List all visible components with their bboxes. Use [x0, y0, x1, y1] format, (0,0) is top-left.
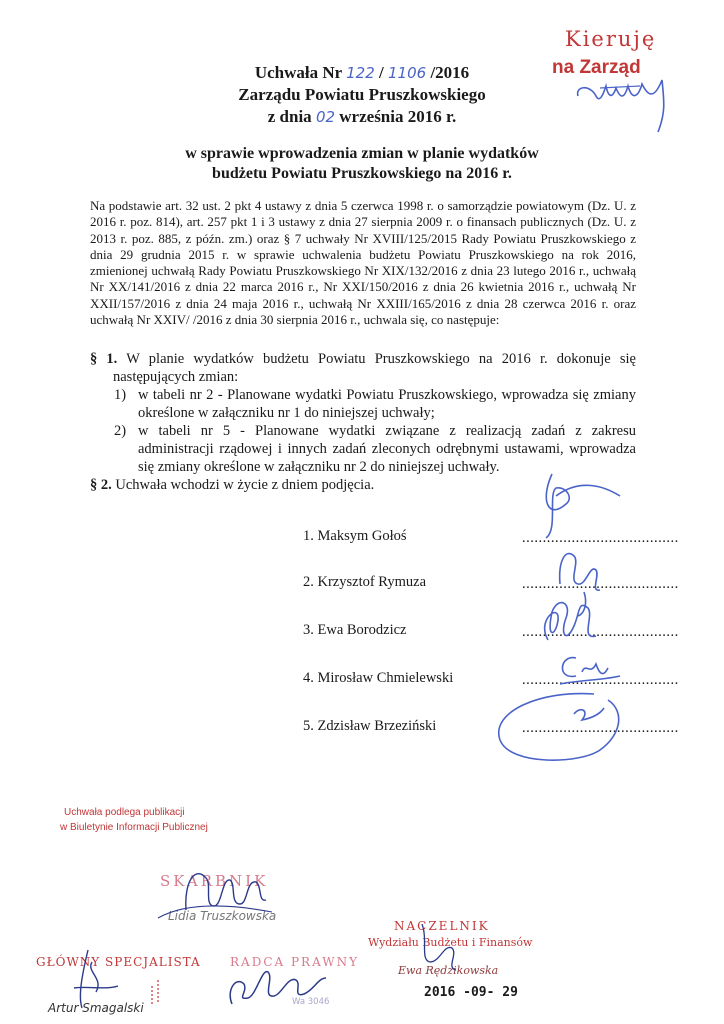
resolution-date-suffix: września 2016 r. — [339, 107, 457, 126]
signature-line: ...................................... — [522, 530, 679, 546]
signature-golos — [546, 474, 620, 538]
svg-text:w Biuletynie Informacji Public: w Biuletynie Informacji Publicznej — [60, 822, 208, 833]
svg-text:Kieruję: Kieruję — [565, 27, 657, 51]
section-2-mark: § 2. — [90, 477, 112, 493]
signature-chmielewski — [560, 658, 620, 684]
resolution-number-separator: / — [379, 63, 384, 82]
list-item-number: 1) — [114, 387, 127, 403]
resolution-number-prefix: Uchwała Nr — [254, 63, 342, 82]
legal-basis-paragraph: Na podstawie art. 32 ust. 2 pkt 4 ustawy z dnia 5 czerwca 1998 r. o samorządzie powiatowym (Dz. U. z 2016 r. poz. 814), art. 257 pkt 1 i 3 ustawy z dnia 27 sierpnia 2009 r. o finansach publicznych (Dz. U. z 2013 r. poz. 885, z późn. zm.) oraz § 7 uchwały Nr XVIII/125/2015 Rady Powiatu Pruszkowskiego z dnia 29 grudnia 2015 r. w sprawie uchwalenia budżetu Powiatu Pruszkowskiego na rok 2016, zmienionej uchwałą Rady Powiatu Pruszkowskiego Nr XIX/132/2016 z dnia 23 lutego 2016 r., uchwałą Nr XX/141/2016 z dnia 22 marca 2016 r., Nr XXI/150/2016 z dnia 26 kwietnia 2016 r., uchwałą Nr XXII/157/2016 z dnia 24 maja 2016 r., uchwałą Nr XXIII/165/2016 z dnia 28 czerwca 2016 r. oraz uchwałą Nr XXIV/ /2016 z dnia 30 sierpnia 2016 r., uchwala się, co następuje: — [90, 198, 636, 328]
resolution-number-suffix: /2016 — [430, 63, 470, 82]
svg-text:Wydziału Budżetu i Finansów: Wydziału Budżetu i Finansów — [368, 936, 533, 949]
svg-text:na Zarząd: na Zarząd — [552, 57, 641, 78]
naczelnik-stamp — [368, 919, 533, 1000]
topic-line-1: w sprawie wprowadzenia zmian w planie wydatków — [185, 145, 539, 162]
svg-text:NACZELNIK: NACZELNIK — [394, 919, 490, 933]
glowny-specjalista-stamp — [36, 950, 201, 1015]
list-item-text: w tabeli nr 5 - Planowane wydatki związane z realizacją zadań z zakresu administracji rządowej i innych zadań zleconych odrębnymi ustawami, wprowadza się zmiany określone w załączniku nr 2 do niniejszej uchwały. — [138, 423, 636, 475]
signatory-name: 3. Ewa Borodzicz — [303, 622, 407, 638]
svg-text:SKARBNIK: SKARBNIK — [160, 872, 269, 890]
topic-line-2: budżetu Powiatu Pruszkowskiego na 2016 r. — [212, 165, 512, 182]
signatory-name: 2. Krzysztof Rymuza — [303, 574, 427, 590]
kieruje-na-zarzad-stamp — [552, 27, 664, 132]
svg-text:RADCA PRAWNY: RADCA PRAWNY — [230, 955, 360, 969]
signature-line: ...................................... — [522, 576, 679, 592]
svg-text:Ewa Rędzikowska: Ewa Rędzikowska — [398, 964, 499, 977]
board-name: Zarządu Powiatu Pruszkowskiego — [238, 85, 486, 104]
signature-line: ...................................... — [522, 624, 679, 640]
signature-brzezinski — [499, 694, 619, 761]
signature-line: ...................................... — [522, 672, 679, 688]
list-item-number: 2) — [114, 423, 127, 439]
svg-text:Lidia Truszkowska: Lidia Truszkowska — [168, 909, 277, 923]
publication-note — [59, 807, 208, 833]
resolution-number-handwritten-2: 1106 — [388, 64, 427, 82]
svg-text:GŁÓWNY SPECJALISTA: GŁÓWNY SPECJALISTA — [36, 955, 201, 969]
signature-line: ...................................... — [522, 720, 679, 736]
signatory-name: 5. Zdzisław Brzeziński — [303, 718, 437, 734]
signatory-name: 1. Maksym Gołoś — [303, 528, 407, 544]
svg-text:Wa 3046: Wa 3046 — [292, 997, 330, 1007]
svg-text:Artur Smagalski: Artur Smagalski — [48, 1001, 144, 1015]
svg-text:Uchwała podlega publikacji: Uchwała podlega publikacji — [64, 807, 185, 818]
signature-borodzicz — [545, 603, 596, 640]
section-2-text: Uchwała wchodzi w życie z dniem podjęcia. — [115, 477, 375, 493]
resolution-date-prefix: z dnia — [267, 107, 312, 126]
signatory-name: 4. Mirosław Chmielewski — [303, 670, 454, 686]
radca-prawny-stamp — [230, 955, 359, 1007]
resolution-day-handwritten: 02 — [315, 108, 336, 126]
section-1-text: W planie wydatków budżetu Powiatu Pruszkowskiego na 2016 r. dokonuje się następujących zmian: — [113, 351, 636, 385]
list-item-text: w tabeli nr 2 - Planowane wydatki Powiatu Pruszkowskiego, wprowadza się zmiany określone w załączniku nr 1 do niniejszej uchwały; — [138, 387, 636, 421]
svg-text:2016 -09- 29: 2016 -09- 29 — [424, 985, 518, 1000]
skarbnik-stamp — [158, 872, 276, 923]
resolution-number-handwritten: 122 — [346, 64, 375, 82]
section-1-mark: § 1. — [90, 351, 118, 367]
